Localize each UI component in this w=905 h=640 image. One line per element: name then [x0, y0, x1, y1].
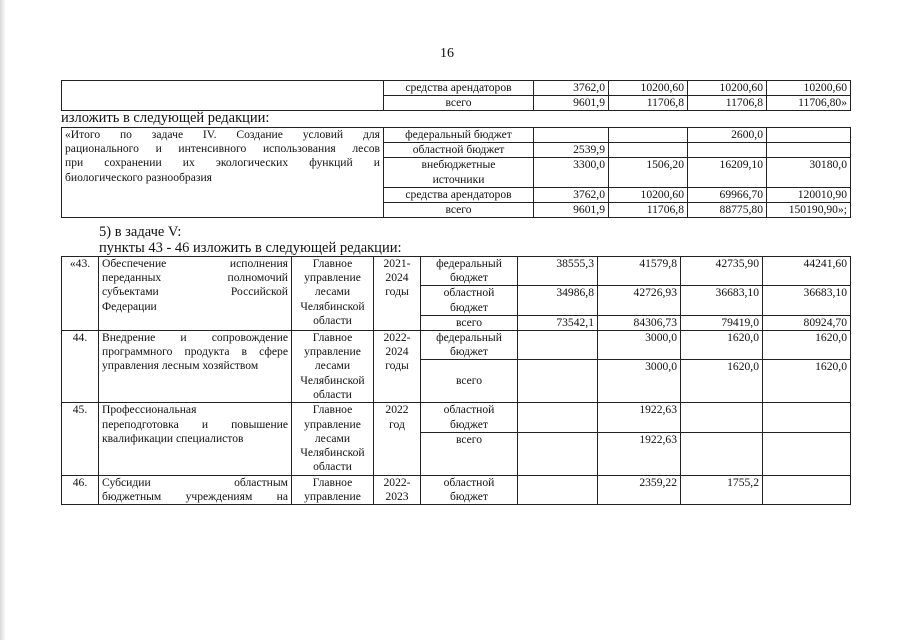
value-cell: 10200,60 — [688, 81, 767, 96]
task-title-line: биологического разнообразия — [65, 170, 212, 184]
executor-cell — [292, 475, 374, 504]
task-title-line: при сохранении их экологических функций и — [65, 156, 380, 170]
executor-line: области — [313, 387, 352, 401]
value-cell — [609, 128, 688, 143]
source-cell — [421, 475, 518, 504]
years-line: годы — [385, 359, 409, 373]
value-cell: 79419,0 — [681, 315, 763, 330]
source-cell: средства арендаторов — [384, 81, 534, 96]
table-tail — [61, 80, 851, 111]
item-name-line: бюджетным учреждениям на — [102, 490, 288, 504]
source-cell — [384, 158, 534, 187]
table-row — [62, 403, 851, 432]
executor-line: Главное — [312, 257, 353, 270]
item-name-line: Федерации — [102, 299, 157, 313]
value-cell: 1620,0 — [763, 331, 851, 360]
item-number: 45. — [62, 403, 99, 475]
years-line: 2024 — [385, 345, 409, 359]
value-cell: 10200,60 — [767, 81, 851, 96]
value-cell — [518, 331, 598, 360]
value-cell: 11706,8 — [688, 96, 767, 111]
source-cell — [421, 286, 518, 315]
value-cell: 69966,70 — [688, 187, 767, 202]
value-cell: 34986,8 — [518, 286, 598, 315]
value-cell: 2600,0 — [688, 128, 767, 143]
task-title-line: «Итого по задаче IV. Создание условий для — [65, 128, 380, 141]
executor-line: области — [313, 460, 352, 474]
table-row — [62, 257, 851, 286]
value-cell: 3762,0 — [534, 81, 609, 96]
value-cell — [763, 432, 851, 475]
value-cell: 3000,0 — [598, 331, 681, 360]
source-line: областной — [443, 475, 495, 489]
years-line: 2024 — [385, 271, 409, 285]
source-line: бюджет — [450, 490, 488, 504]
scan-edge-shadow — [0, 0, 6, 640]
executor-line: Челябинской — [300, 299, 365, 313]
value-cell — [518, 432, 598, 475]
table-row — [62, 81, 851, 96]
source-line: бюджет — [450, 417, 488, 431]
years-line: 2021- — [383, 257, 411, 270]
source-cell: областной бюджет — [384, 143, 534, 158]
value-cell — [681, 432, 763, 475]
value-cell: 42726,93 — [598, 286, 681, 315]
blank-cell — [62, 81, 384, 111]
value-cell: 42735,90 — [681, 257, 763, 286]
item-number: 46. — [62, 475, 99, 504]
source-line: бюджет — [450, 271, 488, 285]
paragraph-task5: 5) в задаче V: — [99, 224, 182, 240]
value-cell — [518, 360, 598, 403]
value-cell: 11706,80» — [767, 96, 851, 111]
value-cell: 11706,8 — [609, 96, 688, 111]
item-name-line: Внедрение и сопровождение — [102, 331, 288, 345]
value-cell: 30180,0 — [767, 158, 851, 187]
source-line: областной — [443, 403, 495, 417]
value-cell: 2539,9 — [534, 143, 609, 158]
value-cell: 80924,70 — [763, 315, 851, 330]
source-cell: всего — [421, 360, 518, 403]
value-cell — [681, 403, 763, 432]
years-line: год — [389, 417, 405, 431]
value-cell: 41579,8 — [598, 257, 681, 286]
item-name-line: квалификации специалистов — [102, 431, 244, 445]
executor-cell — [292, 257, 374, 331]
item-name-cell — [99, 257, 292, 331]
value-cell: 1755,2 — [681, 475, 763, 504]
value-cell: 1922,63 — [598, 403, 681, 432]
source-cell: всего — [421, 315, 518, 330]
item-name-line: Профессиональная — [102, 403, 197, 417]
item-name-cell — [99, 331, 292, 403]
value-cell: 1620,0 — [681, 331, 763, 360]
item-name-line: Обеспечение исполнения — [102, 257, 288, 270]
value-cell — [534, 128, 609, 143]
source-line: внебюджетные — [421, 158, 496, 172]
executor-cell — [292, 331, 374, 403]
years-line: 2022- — [383, 475, 411, 489]
item-name-line: программного продукта в сфере — [102, 345, 288, 359]
value-cell: 150190,90»; — [767, 203, 851, 218]
source-line: федеральный — [436, 331, 502, 345]
value-cell: 10200,60 — [609, 187, 688, 202]
item-name-line: переподготовка и повышение — [102, 417, 288, 431]
value-cell — [609, 143, 688, 158]
value-cell: 3300,0 — [534, 158, 609, 187]
executor-line: управление — [304, 271, 361, 285]
executor-line: Главное — [312, 475, 353, 489]
years-line: 2023 — [385, 490, 409, 504]
value-cell: 10200,60 — [609, 81, 688, 96]
executor-line: Главное — [312, 331, 353, 345]
item-name-line: управления лесным хозяйством — [102, 359, 259, 373]
source-cell: федеральный бюджет — [384, 128, 534, 143]
value-cell — [767, 128, 851, 143]
executor-line: лесами — [314, 285, 351, 299]
value-cell: 1620,0 — [681, 360, 763, 403]
value-cell: 1620,0 — [763, 360, 851, 403]
item-number: 44. — [62, 331, 99, 403]
paragraph-items-instruction: пункты 43 - 46 изложить в следующей редакции: — [99, 240, 402, 256]
table-items-43-46 — [61, 256, 851, 505]
value-cell: 9601,9 — [534, 96, 609, 111]
source-cell: всего — [421, 432, 518, 475]
task-title-line: рационального и интенсивного использования лесов — [65, 142, 380, 156]
executor-line: Челябинской — [300, 446, 365, 460]
years-line: 2022- — [383, 331, 411, 345]
source-cell: всего — [384, 96, 534, 111]
executor-cell — [292, 403, 374, 475]
source-line: бюджет — [450, 345, 488, 359]
executor-line: лесами — [314, 359, 351, 373]
years-line: 2022 — [385, 403, 409, 417]
value-cell: 16209,10 — [688, 158, 767, 187]
source-cell — [421, 331, 518, 360]
task-title-cell — [62, 128, 384, 218]
value-cell: 3762,0 — [534, 187, 609, 202]
years-cell — [374, 331, 421, 403]
value-cell — [688, 143, 767, 158]
value-cell: 36683,10 — [681, 286, 763, 315]
value-cell — [518, 475, 598, 504]
years-line: годы — [385, 285, 409, 299]
executor-line: управление — [304, 417, 361, 431]
value-cell: 3000,0 — [598, 360, 681, 403]
executor-line: Челябинской — [300, 373, 365, 387]
executor-line: лесами — [314, 431, 351, 445]
executor-line: Главное — [312, 403, 353, 417]
value-cell: 84306,73 — [598, 315, 681, 330]
table-row — [62, 475, 851, 504]
value-cell: 38555,3 — [518, 257, 598, 286]
value-cell: 88775,80 — [688, 203, 767, 218]
value-cell: 73542,1 — [518, 315, 598, 330]
value-cell: 36683,10 — [763, 286, 851, 315]
page-number: 16 — [440, 46, 454, 61]
source-line: федеральный — [436, 257, 502, 270]
table-row — [62, 331, 851, 360]
value-cell: 120010,90 — [767, 187, 851, 202]
value-cell: 44241,60 — [763, 257, 851, 286]
value-cell — [763, 403, 851, 432]
source-line: областной — [443, 286, 495, 300]
value-cell: 2359,22 — [598, 475, 681, 504]
value-cell — [763, 475, 851, 504]
source-cell — [421, 403, 518, 432]
item-name-cell — [99, 475, 292, 504]
item-number: «43. — [62, 257, 99, 331]
item-name-cell — [99, 403, 292, 475]
executor-line: управление — [304, 490, 361, 504]
source-cell: средства арендаторов — [384, 187, 534, 202]
executor-line: управление — [304, 345, 361, 359]
value-cell — [518, 403, 598, 432]
value-cell: 1506,20 — [609, 158, 688, 187]
item-name-line: переданных полномочий — [102, 271, 288, 285]
value-cell: 9601,9 — [534, 203, 609, 218]
years-cell — [374, 475, 421, 504]
years-cell — [374, 257, 421, 331]
executor-line: области — [313, 313, 352, 327]
years-cell — [374, 403, 421, 475]
source-cell: всего — [384, 203, 534, 218]
table-row — [62, 128, 851, 143]
source-line: бюджет — [450, 300, 488, 314]
value-cell: 1922,63 — [598, 432, 681, 475]
value-cell — [767, 143, 851, 158]
table-task4-total — [61, 127, 851, 218]
paragraph-edit-instruction: изложить в следующей редакции: — [61, 110, 270, 126]
value-cell: 11706,8 — [609, 203, 688, 218]
item-name-line: Субсидии областным — [102, 475, 288, 489]
source-line: источники — [432, 172, 485, 186]
item-name-line: субъектами Российской — [102, 285, 288, 299]
source-cell — [421, 257, 518, 286]
